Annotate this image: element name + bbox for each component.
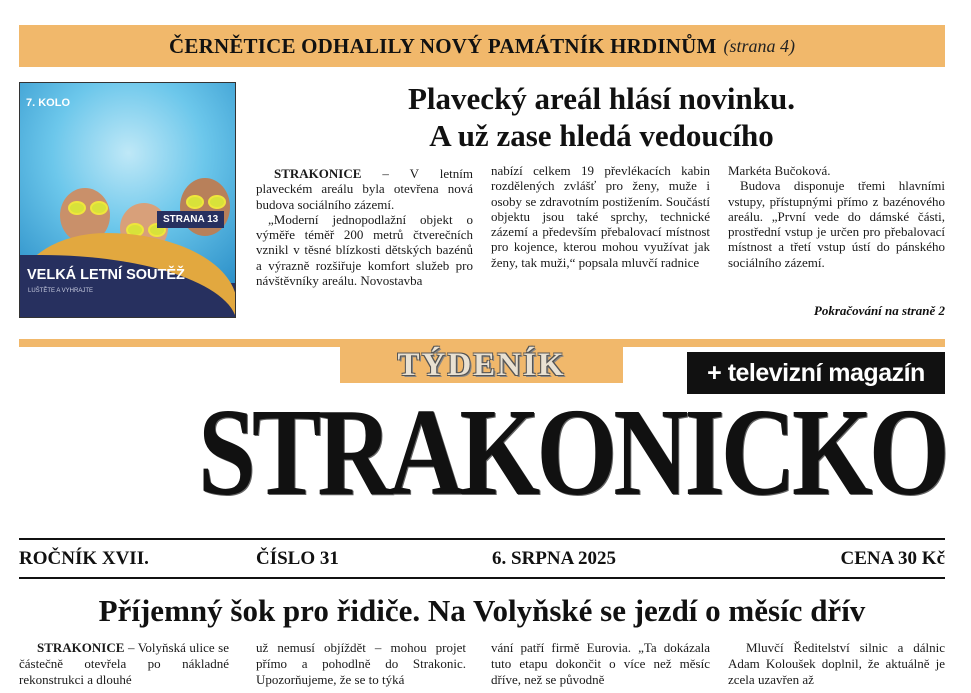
- headline-line: Plavecký areál hlásí novinku.: [408, 81, 795, 116]
- banner-page-ref: (strana 4): [723, 35, 795, 56]
- sunglasses-icon: [68, 201, 108, 215]
- divider-rule: [19, 577, 945, 579]
- main-article-column-2: [256, 640, 466, 688]
- top-banner[interactable]: [19, 25, 945, 67]
- issue-date: 6. SRPNA 2025: [492, 548, 617, 569]
- main-article-headline[interactable]: Příjemný šok pro řidiče. Na Volyňské se jezdí o měsíc dřív: [98, 593, 866, 628]
- dateline: STRAKONICE: [274, 166, 362, 181]
- main-article-column-3: [491, 640, 710, 688]
- issue-volume: ROČNÍK XVII.: [19, 548, 149, 569]
- continuation-link[interactable]: Pokračování na straně 2: [813, 303, 945, 318]
- body-text: vání patří firmě Eurovia. „Ta dokázala tuto etapu dokončit o více než měsíc dříve, než se původně: [491, 640, 710, 687]
- issue-info-row: [19, 540, 945, 577]
- body-text: Budova disponuje třemi hlavními vstupy, přístupnými přímo z bazénového areálu. „První vede do dámské části, prostřední vstup je určen pro přebalovací místnost a třetí vstup ústí do pánského sociálního zázemí.: [728, 178, 945, 270]
- banner-title: ČERNĚTICE ODHALILY NOVÝ PAMÁTNÍK HRDINŮM: [169, 33, 717, 58]
- divider-rule: [19, 339, 945, 347]
- sunglasses-icon: [186, 195, 226, 209]
- tv-magazine-badge[interactable]: + televizní magazín: [687, 352, 945, 394]
- masthead-kicker: TÝDENÍK: [397, 347, 566, 383]
- top-article-column-1: [256, 166, 473, 288]
- body-text: – V letním plaveckém areálu byla otevřena nová budova sociálního zázemí.: [256, 166, 473, 212]
- body-text: Mluvčí Ředitelství silnic a dálnic Adam Koloušek doplnil, že aktuálně je zcela uzavřen až: [728, 640, 945, 687]
- promo-round-label: 7. KOLO: [26, 97, 71, 109]
- body-text: nabízí celkem 19 převlékacích kabin rozdělených zvlášť pro ženy, muže i osoby se zdravotním postižením. Součástí objektu jsou také sprchy, technické zázemí a především přebalovací místnost pro kojence, kterou mohou využívat jak ženy, tak muži,“ popsala mluvčí radnice: [491, 163, 710, 270]
- main-article-column-1: [19, 640, 229, 688]
- body-text: – Volyňská ulice se částečně otevřela po nákladné rekonstrukci a dlouhé: [19, 640, 229, 687]
- promo-subtitle: LUŠTĚTE A VYHRAJTE: [28, 288, 94, 294]
- top-article-column-2: [491, 163, 710, 270]
- masthead-title: STRAKONICKO: [198, 383, 946, 522]
- top-article-headline[interactable]: [258, 80, 945, 154]
- issue-number: ČÍSLO 31: [256, 548, 339, 569]
- body-text: „Moderní jednopodlažní objekt o výměře téměř 200 metrů čtverečních vznikl v těsné blízkosti dětských bazénů a výrazně rozšiřuje komfort služeb pro návštěvníky areálu. Novostavba: [256, 211, 473, 289]
- body-text: Markéta Bučoková.: [728, 163, 831, 178]
- body-text: už nemusí objíždět – mohou projet přímo a pohodlně do Strakonic. Upozorňujeme, že se to týká: [256, 640, 466, 687]
- top-article-column-3: [728, 163, 945, 270]
- headline-line: A už zase hledá vedoucího: [429, 118, 774, 153]
- promo-title: VELKÁ LETNÍ SOUTĚŽ: [27, 267, 185, 283]
- dateline: STRAKONICE: [37, 640, 125, 655]
- promo-page-label: STRANA 13: [157, 211, 224, 228]
- issue-price: CENA 30 Kč: [840, 548, 945, 569]
- main-article-column-4: [728, 640, 945, 688]
- contest-promo-image[interactable]: [19, 82, 236, 318]
